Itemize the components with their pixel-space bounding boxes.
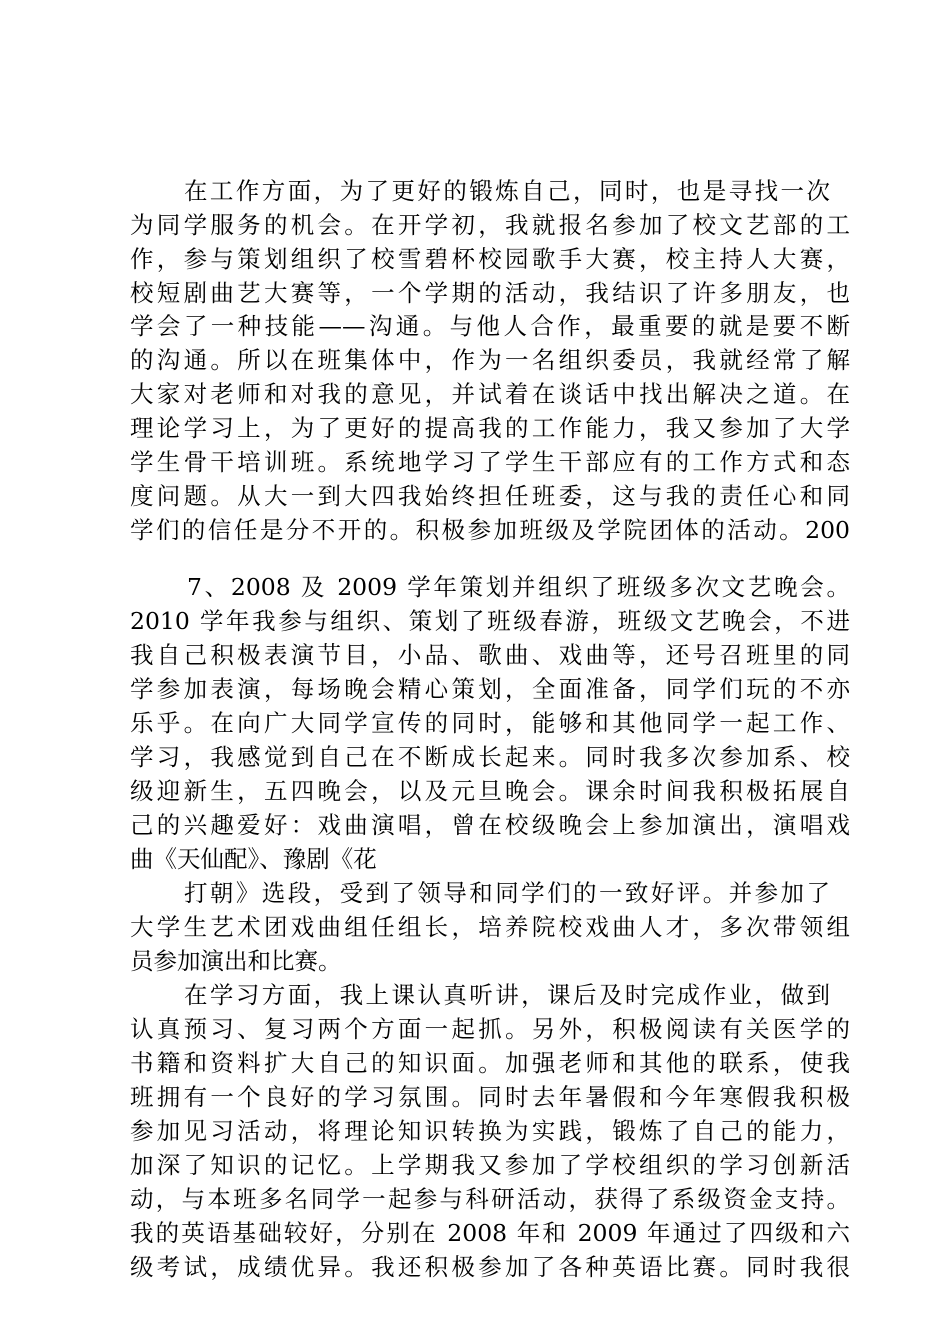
text-line: 理论学习上，为了更好的提高我的工作能力，我又参加了大学 bbox=[130, 414, 850, 442]
text-line: 曲《天仙配》、豫剧《花 bbox=[130, 845, 377, 873]
text-line: 为同学服务的机会。在开学初，我就报名参加了校文艺部的工 bbox=[130, 211, 850, 239]
text-line: 度问题。从大一到大四我始终担任班委，这与我的责任心和同 bbox=[130, 482, 850, 510]
text-line: 班拥有一个良好的学习氛围。同时去年暑假和今年寒假我积极 bbox=[130, 1083, 850, 1111]
text-line: 学们的信任是分不开的。积极参加班级及学院团体的活动。200 bbox=[130, 516, 850, 544]
text-line: 作，参与策划组织了校雪碧杯校园歌手大赛，校主持人大赛， bbox=[130, 245, 850, 273]
text-line: 乐乎。在向广大同学宣传的同时，能够和其他同学一起工作、 bbox=[130, 709, 850, 737]
text-line: 校短剧曲艺大赛等，一个学期的活动，我结识了许多朋友，也 bbox=[130, 279, 850, 307]
text-line: 学会了一种技能——沟通。与他人合作，最重要的就是要不断 bbox=[130, 312, 850, 340]
text-line: 打朝》选段，受到了领导和同学们的一致好评。并参加了 bbox=[184, 879, 830, 907]
text-line: 加深了知识的记忆。上学期我又参加了学校组织的学习创新活 bbox=[130, 1151, 850, 1179]
text-line: 认真预习、复习两个方面一起抓。另外，积极阅读有关医学的 bbox=[130, 1015, 850, 1043]
text-line: 我的英语基础较好，分别在 2008 年和 2009 年通过了四级和六 bbox=[130, 1219, 850, 1247]
text-line: 7、2008 及 2009 学年策划并组织了班级多次文艺晚会。 bbox=[187, 573, 850, 601]
text-line: 级考试，成绩优异。我还积极参加了各种英语比赛。同时我很 bbox=[130, 1253, 850, 1281]
text-line: 己的兴趣爱好：戏曲演唱，曾在校级晚会上参加演出，演唱戏 bbox=[130, 811, 850, 839]
text-line: 参加见习活动，将理论知识转换为实践，锻炼了自己的能力， bbox=[130, 1117, 850, 1145]
text-line: 员参加演出和比赛。 bbox=[130, 947, 342, 975]
text-line: 大家对老师和对我的意见，并试着在谈话中找出解决之道。在 bbox=[130, 380, 850, 408]
text-line: 学参加表演，每场晚会精心策划，全面准备，同学们玩的不亦 bbox=[130, 675, 850, 703]
text-line: 书籍和资料扩大自己的知识面。加强老师和其他的联系，使我 bbox=[130, 1049, 850, 1077]
text-line: 学生骨干培训班。系统地学习了学生干部应有的工作方式和态 bbox=[130, 448, 850, 476]
text-line: 动，与本班多名同学一起参与科研活动，获得了系级资金支持。 bbox=[130, 1185, 850, 1213]
text-line: 的沟通。所以在班集体中，作为一名组织委员，我就经常了解 bbox=[130, 346, 850, 374]
text-line: 学习，我感觉到自己在不断成长起来。同时我多次参加系、校 bbox=[130, 743, 850, 771]
text-line: 在工作方面，为了更好的锻炼自己，同时，也是寻找一次 bbox=[184, 177, 830, 205]
text-line: 在学习方面，我上课认真听讲，课后及时完成作业，做到 bbox=[184, 981, 830, 1009]
text-line: 级迎新生，五四晚会，以及元旦晚会。课余时间我积极拓展自 bbox=[130, 777, 850, 805]
text-line: 2010 学年我参与组织、策划了班级春游，班级文艺晚会，不进 bbox=[130, 607, 850, 635]
text-line: 我自己积极表演节目，小品、歌曲、戏曲等，还号召班里的同 bbox=[130, 641, 850, 669]
text-line: 大学生艺术团戏曲组任组长，培养院校戏曲人才，多次带领组 bbox=[130, 913, 850, 941]
